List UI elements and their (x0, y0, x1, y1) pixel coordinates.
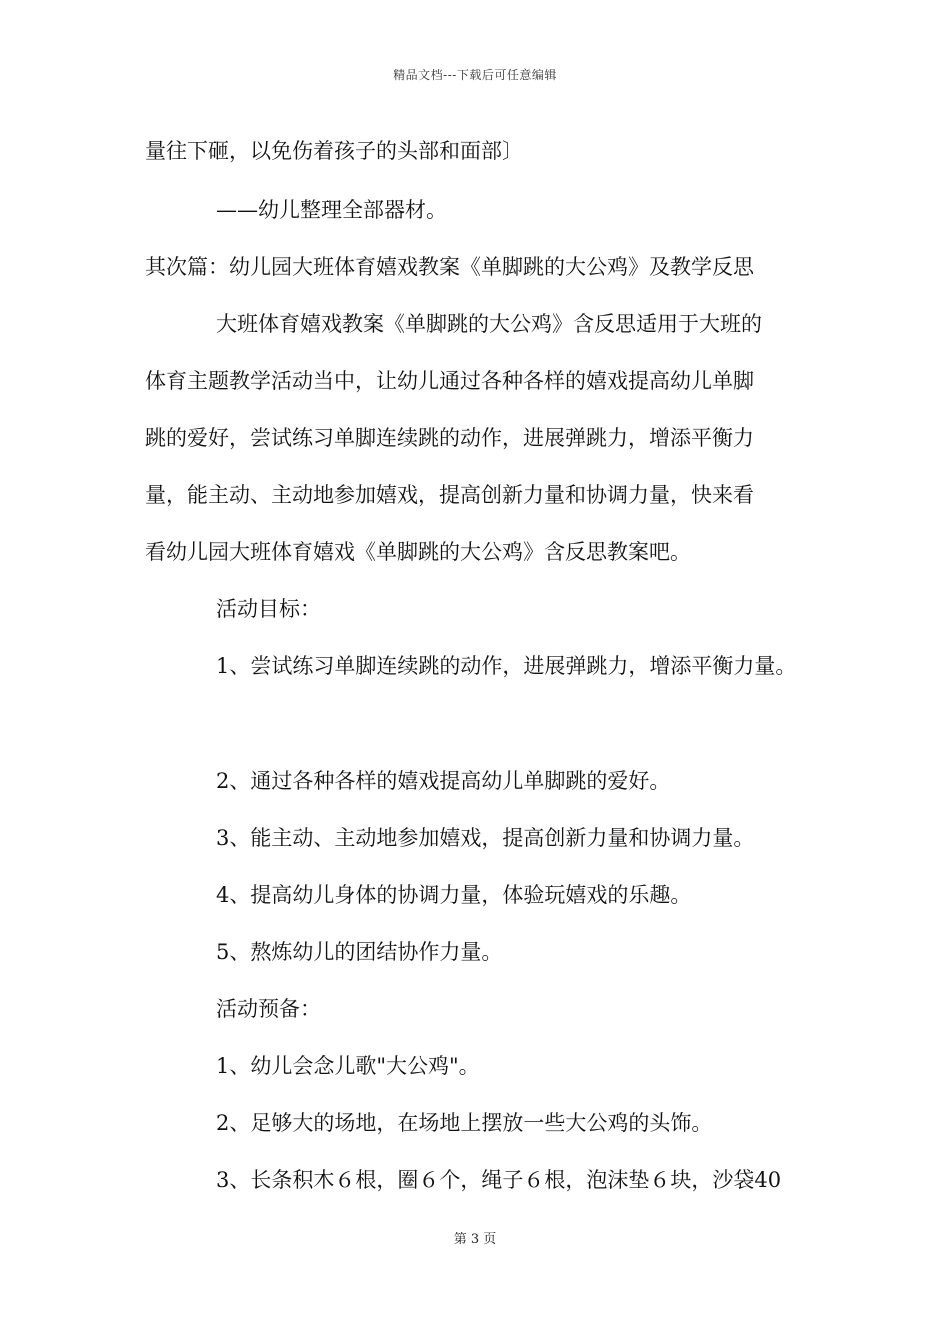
preparation-item-3: 3、长条积木６根，圈６个，绳子６根，泡沫垫６块，沙袋40 (216, 1168, 782, 1192)
preparation-item-2: 2、足够大的场地，在场地上摆放一些大公鸡的头饰。 (216, 1111, 713, 1135)
page-number: 第 3 页 (453, 1232, 497, 1247)
intro-line-4: 量，能主动、主动地参加嬉戏，提高创新力量和协调力量，快来看 (145, 483, 754, 507)
text-line-cleanup: ——幼儿整理全部器材。 (216, 198, 447, 222)
goal-item-2: 2、通过各种各样的嬉戏提高幼儿单脚跳的爱好。 (216, 769, 671, 793)
page-header: 精品文档---下载后可任意编辑 (393, 68, 557, 82)
text-line-continuation: 量往下砸，以免伤着孩子的头部和面部〕 (145, 139, 523, 163)
preparation-item-1: 1、幼儿会念儿歌"大公鸡"。 (216, 1054, 480, 1078)
goal-item-5: 5、熬炼幼儿的团结协作力量。 (216, 940, 503, 964)
intro-line-2: 体育主题教学活动当中，让幼儿通过各种各样的嬉戏提高幼儿单脚 (145, 369, 754, 393)
intro-line-3: 跳的爱好，尝试练习单脚连续跳的动作，进展弹跳力，增添平衡力 (145, 426, 754, 450)
goal-item-3: 3、能主动、主动地参加嬉戏，提高创新力量和协调力量。 (216, 826, 755, 850)
section-heading: 其次篇：幼儿园大班体育嬉戏教案《单脚跳的大公鸡》及教学反思 (145, 255, 754, 279)
goal-item-4: 4、提高幼儿身体的协调力量，体验玩嬉戏的乐趣。 (216, 883, 692, 907)
intro-line-5: 看幼儿园大班体育嬉戏《单脚跳的大公鸡》含反思教案吧。 (145, 540, 691, 564)
goals-heading: 活动目标： (216, 597, 321, 621)
intro-line-1: 大班体育嬉戏教案《单脚跳的大公鸡》含反思适用于大班的 (216, 312, 762, 336)
goal-item-1: 1、尝试练习单脚连续跳的动作，进展弹跳力，增添平衡力量。 (216, 654, 797, 678)
preparation-heading: 活动预备： (216, 997, 321, 1021)
